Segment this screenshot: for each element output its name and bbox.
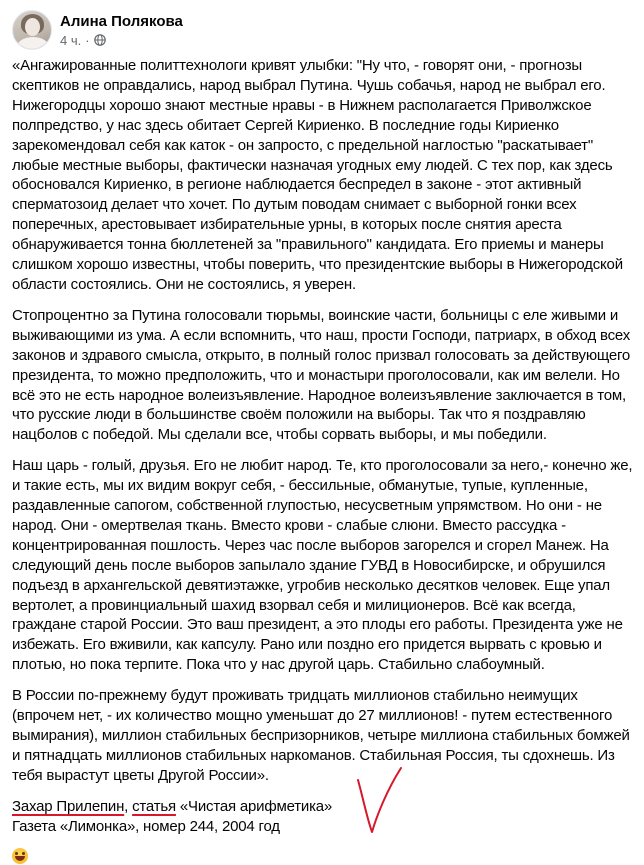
emoji-line bbox=[12, 846, 634, 865]
signature-comma: , bbox=[124, 797, 129, 815]
signature-source: Газета «Лимонка», номер 244, 2004 год bbox=[12, 817, 280, 835]
avatar[interactable] bbox=[12, 10, 52, 50]
signature-author: Захар Прилепин bbox=[12, 797, 125, 815]
post-paragraph: «Ангажированные политтехнологи кривят улыбки: "Ну что, - говорят они, - прогнозы скептиков не оправдались, народ выбрал Путина. Чушь собачья, народ не выбрал его. Нижегородцы хорошо знают местные нравы - в Нижнем располагается Приволжское полпредство, у нас здесь обитает Сергей Кириенко. В последние годы Кириенко зарекомендовал себя как каток - он запросто, с предельной наглостью "раскатывает" любые местные выборы, фактически назначая угодных ему людей. С тех пор, как здесь обосновался Кириенко, в регионе наблюдается беспредел в законе - этот активный сперматозоид делает что хочет. По дутым поводам снимает с выборной гонки всех поперечных, арестовывает избирательные урны, в которых после снятия ареста обнаруживается тонна бюллетеней за "правильного" кандидата. Его приемы и манеры слишком хорошо известны, чтобы поверить, что президентские выборы в Нижегородской области состоялись. Они не состоялись, я уверен. bbox=[12, 57, 623, 293]
handwritten-check-mark bbox=[355, 760, 415, 835]
post-meta bbox=[60, 32, 183, 49]
post-paragraph: В России по-прежнему будут проживать тридцать миллионов стабильно неимущих (впрочем нет, - их количество мощно уменьшат до 27 миллионов! - путем естественного вымирания), миллион стабильных беспризорников, четыре миллиона стабильных бомжей и пятнадцать миллионов стабильных наркоманов. Стабильная Россия, ты сдохнешь. Из тебя вырастут цветы Другой России». bbox=[12, 687, 630, 784]
post-time[interactable]: 4 ч. bbox=[60, 32, 82, 48]
post-paragraph: Наш царь - голый, друзья. Его не любит народ. Те, кто проголосовали за него,- конечно же, и такие есть, мы их видим вокруг себя, - бессильные, обманутые, тупые, купленные, раздавленные сапогом, собственной глупостью, несусветным упрямством. Но они - не народ. Они - омертвелая ткань. Вместо крови - слабые слюни. Вместо рассудка - концентрированная пошлость. Через час после выборов загорелся и сгорел Манеж. На следующий день после выборов запылало здание ГУВД в Новосибирске, и обрушился подъезд в архангельской девятиэтажке, угробив несколько десятков человек. Еще упал вертолет, а провинциальный шахид взорвал себя и милиционеров. Всё как всегда, граждане старой России. Это ваш президент, а это плоды его работы. Президента уже не избежать. Его вживили, как капсулу. Рано или поздно его придется вырвать с кровью и плотью, но пока терпите. Пока что у нас другой царь. Стабильно слабоумный. bbox=[12, 457, 633, 674]
signature-line bbox=[12, 797, 634, 817]
post-header bbox=[12, 8, 183, 52]
author-name[interactable]: Алина Полякова bbox=[60, 12, 183, 30]
signature-article-word: статья bbox=[132, 797, 176, 815]
globe-icon[interactable] bbox=[94, 34, 106, 46]
laughing-emoji-icon bbox=[12, 848, 28, 864]
post-paragraph: Стопроцентно за Путина голосовали тюрьмы, воинские части, больницы с еле живыми и выживающими из ума. А если вспомнить, что наш, прости Господи, патриарх, в обход всех законов и здравого смысла, открыто, в полный голос призвал голосовать за действующего президента, то можно предположить, что и монастыри проголосовали, как им велели. Но всё это не есть народное волеизъявление. Народное волеизъявление заключается в том, что русские люди в большинстве своём положили на выборы. Так что я поздравляю нацболов с победой. Мы сделали все, чтобы сорвать выборы, и мы победили. bbox=[12, 306, 631, 444]
signature-article-title: «Чистая арифметика» bbox=[179, 797, 333, 815]
author-block bbox=[60, 12, 183, 49]
post-body bbox=[12, 56, 634, 865]
meta-separator: · bbox=[85, 32, 90, 48]
